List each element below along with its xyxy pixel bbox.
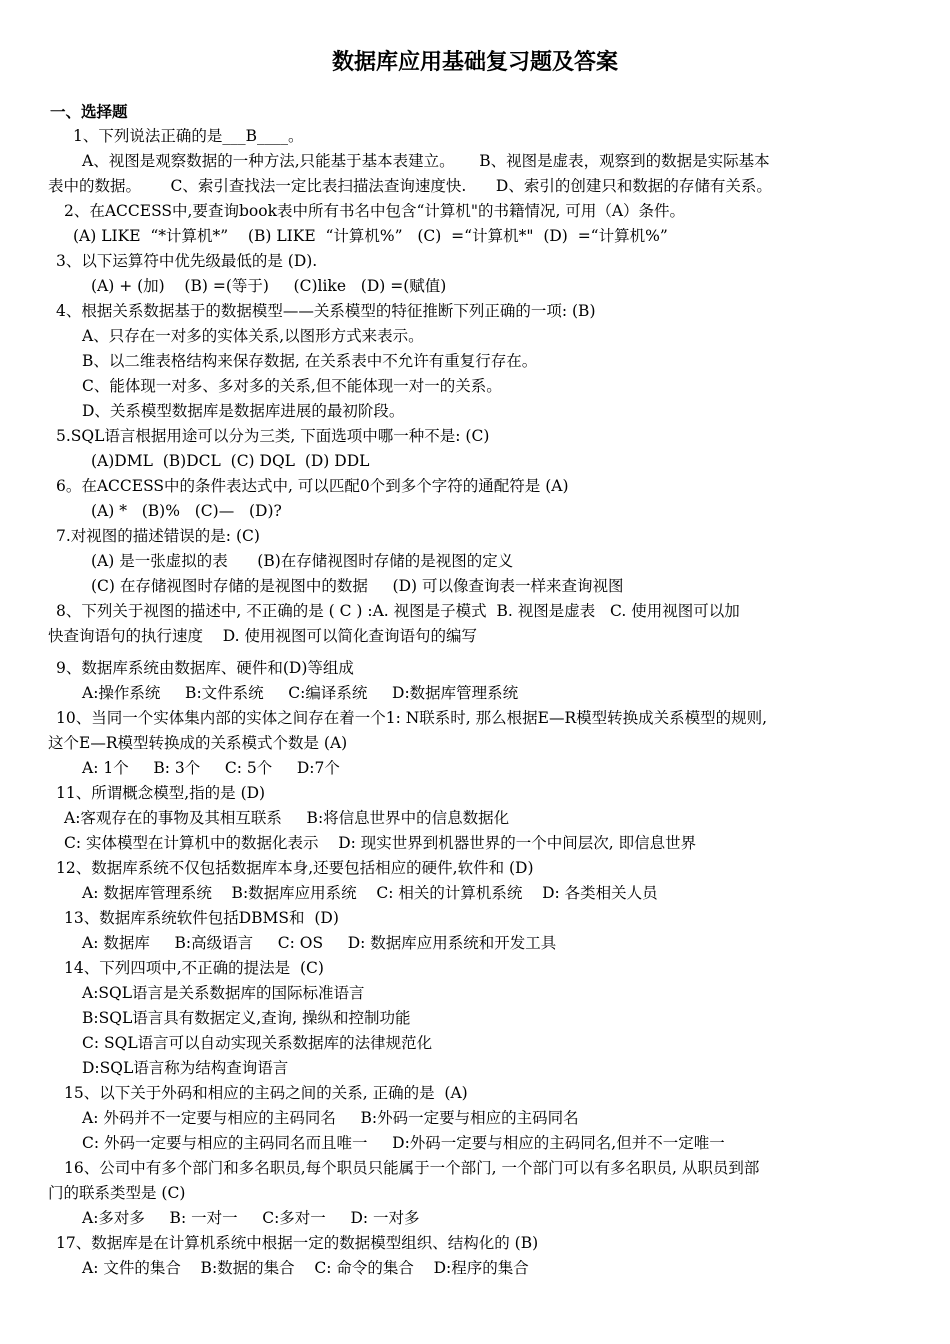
- document-title: 数据库应用基础复习题及答案: [331, 50, 618, 75]
- text-line: C、能体现一对多、多对多的关系,但不能体现一对一的关系。: [82, 377, 502, 395]
- text-line: A、只存在一对多的实体关系,以图形方式来表示。: [82, 327, 424, 345]
- text-line: A:操作系统 B:文件系统 C:编译系统 D:数据库管理系统: [82, 684, 519, 702]
- text-line: A:客观存在的事物及其相互联系 B:将信息世界中的信息数据化: [64, 809, 510, 827]
- text-line: (C) 在存储视图时存储的是视图中的数据 (D) 可以像查询表一样来查询视图: [91, 577, 624, 595]
- text-line: A: 外码并不一定要与相应的主码同名 B:外码一定要与相应的主码同名: [82, 1109, 579, 1127]
- text-line: 12、数据库系统不仅包括数据库本身,还要包括相应的硬件,软件和 (D): [56, 859, 534, 877]
- text-line: A:多对多 B: 一对一 C:多对一 D: 一对多: [82, 1209, 420, 1227]
- section-heading: 一、选择题: [50, 103, 128, 121]
- text-line: 这个E—R模型转换成的关系模式个数是 (A): [48, 734, 348, 752]
- text-line: (A)DML (B)DCL (C) DQL (D) DDL: [91, 452, 370, 470]
- text-line: A: 文件的集合 B:数据的集合 C: 命令的集合 D:程序的集合: [82, 1259, 529, 1277]
- text-line: 6。在ACCESS中的条件表达式中, 可以匹配0个到多个字符的通配符是 (A): [56, 477, 569, 495]
- text-line: 17、数据库是在计算机系统中根据一定的数据模型组织、结构化的 (B): [56, 1234, 539, 1252]
- text-line: 1、下列说法正确的是___B____。: [73, 127, 304, 145]
- text-line: A: 数据库 B:高级语言 C: OS D: 数据库应用系统和开发工具: [82, 934, 557, 952]
- text-line: 8、下列关于视图的描述中, 不正确的是 ( C ) :A. 视图是子模式 B. 视图是虚表 C. 使用视图可以加: [56, 602, 740, 620]
- text-line: 快查询语句的执行速度 D. 使用视图可以简化查询语句的编写: [48, 627, 477, 645]
- text-line: C: 实体模型在计算机中的数据化表示 D: 现实世界到机器世界的一个中间层次, 即信息世界: [64, 834, 697, 852]
- text-line: B:SQL语言具有数据定义,查询, 操纵和控制功能: [82, 1009, 411, 1027]
- text-line: 3、以下运算符中优先级最低的是 (D).: [56, 252, 318, 270]
- text-line: A、视图是观察数据的一种方法,只能基于基本表建立。 B、视图是虚表，观察到的数据是实际基本: [82, 152, 770, 170]
- text-line: (A) LIKE “*计算机*” (B) LIKE “计算机%” (C) =“计算机*" (D) =“计算机%”: [73, 227, 668, 245]
- text-line: 表中的数据。 C、索引查找法一定比表扫描法查询速度快. D、索引的创建只和数据的存储有关系。: [48, 177, 772, 195]
- text-line: 14、下列四项中,不正确的提法是 (C): [64, 959, 324, 977]
- text-line: C: SQL语言可以自动实现关系数据库的法律规范化: [82, 1034, 433, 1052]
- text-line: 15、以下关于外码和相应的主码之间的关系, 正确的是 (A): [64, 1084, 468, 1102]
- text-line: 16、公司中有多个部门和多名职员,每个职员只能属于一个部门, 一个部门可以有多名职员, 从职员到部: [64, 1159, 760, 1177]
- text-line: D:SQL语言称为结构查询语言: [82, 1059, 289, 1077]
- text-line: C: 外码一定要与相应的主码同名而且唯一 D:外码一定要与相应的主码同名,但并不一定唯一: [82, 1134, 725, 1152]
- text-line: 7.对视图的描述错误的是: (C): [56, 527, 260, 545]
- text-line: A: 1个 B: 3个 C: 5个 D:7个: [82, 759, 340, 777]
- text-line: A: 数据库管理系统 B:数据库应用系统 C: 相关的计算机系统 D: 各类相关人员: [82, 884, 658, 902]
- text-line: 9、数据库系统由数据库、硬件和(D)等组成: [56, 659, 354, 677]
- text-line: D、关系模型数据库是数据库进展的最初阶段。: [82, 402, 405, 420]
- text-line: 2、在ACCESS中,要查询book表中所有书名中包含“计算机"的书籍情况, 可用（A）条件。: [64, 202, 686, 220]
- text-line: (A) * (B)% (C)— (D)?: [91, 502, 282, 520]
- text-line: 5.SQL语言根据用途可以分为三类, 下面选项中哪一种不是: (C): [56, 427, 490, 445]
- text-line: (A) 是一张虚拟的表 (B)在存储视图时存储的是视图的定义: [91, 552, 514, 570]
- text-line: 10、当同一个实体集内部的实体之间存在着一个1: N联系时, 那么根据E—R模型转换成关系模型的规则,: [56, 709, 768, 727]
- text-line: B、以二维表格结构来保存数据, 在关系表中不允许有重复行存在。: [82, 352, 538, 370]
- text-line: 11、所谓概念模型,指的是 (D): [56, 784, 266, 802]
- text-line: (A) + (加) (B) =(等于) (C)like (D) =(赋值): [91, 277, 447, 295]
- text-line: 4、根据关系数据基于的数据模型——关系模型的特征推断下列正确的一项: (B): [56, 302, 596, 320]
- text-line: A:SQL语言是关系数据库的国际标准语言: [82, 984, 365, 1002]
- text-line: 13、数据库系统软件包括DBMS和 (D): [64, 909, 339, 927]
- text-line: 门的联系类型是 (C): [48, 1184, 186, 1202]
